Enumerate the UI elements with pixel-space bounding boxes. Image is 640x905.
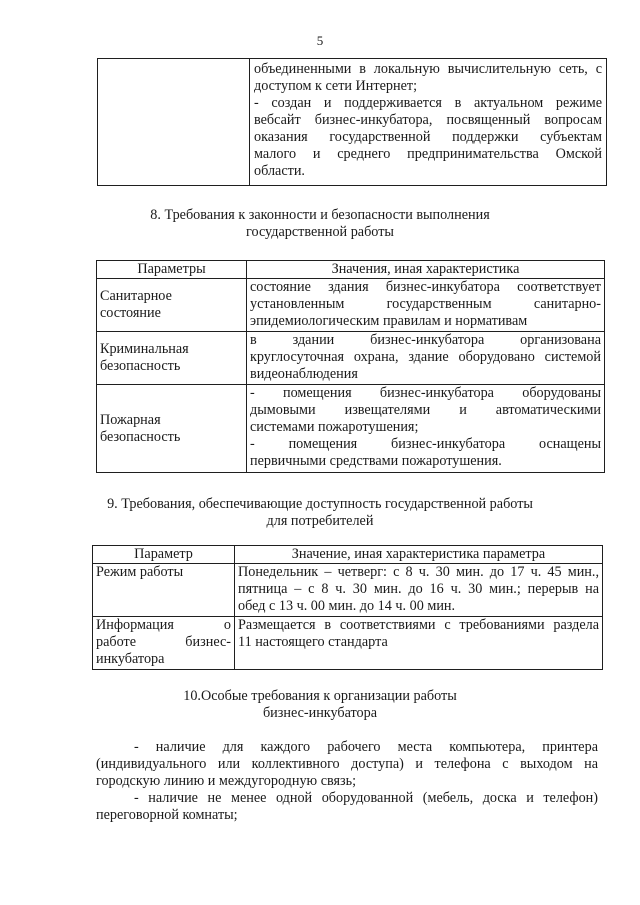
value-line: системами пожаротушения; [250,419,419,435]
section8-row2-param [97,332,247,385]
section8-row3-value [247,385,605,473]
value-line: видеонаблюдения [250,366,358,382]
param-line: состояние [100,305,161,321]
value-line: в здании бизнес-инкубатора организована [250,332,601,348]
section8-row1-param [97,279,247,332]
section8-table [96,260,605,473]
section10-title [0,688,640,722]
section10-paragraph: - наличие для каждого рабочего места компьютера, принтера (индивидуального или коллективного доступа) и телефона с выходом на городскую линию и междугородную связь; [96,739,598,789]
section10-title-line1: 10.Особые требования к организации работы [183,688,457,704]
param-line: работе бизнес- [96,634,231,650]
value-line: Размещается в соответствиями с требованиями раздела [238,617,599,633]
cont-line: объединенными в локальную вычислительную сеть, с [254,61,602,77]
value-line: дымовыми извещателями и автоматическими [250,402,601,418]
section9-row1-param [93,564,235,617]
param-line: безопасность [100,428,181,445]
value-line: Понедельник – четверг: с 8 ч. 30 мин. до 17 ч. 45 мин., [238,564,599,580]
value-line: пятница – с 8 ч. 30 мин. до 16 ч. 30 мин.; перерыв на [238,581,599,597]
param-line: Криминальная [100,341,189,357]
param-line: инкубатора [96,651,165,667]
value-line: - помещения бизнес-инкубатора оборудованы [250,385,601,401]
section8-header-value: Значения, иная характеристика [247,261,605,279]
cont-line: доступом к сети Интернет; [254,78,418,94]
continuation-left-cell [98,59,250,186]
continuation-table [97,58,607,186]
continuation-right-cell [250,59,607,186]
value-line: - помещения бизнес-инкубатора оснащены [250,436,601,452]
section10-paragraph: - наличие не менее одной оборудованной (мебель, доска и телефон) переговорной комнаты; [96,790,598,823]
section8-row2-value [247,332,605,385]
section9-table [92,545,603,670]
value-line: первичными средствами пожаротушения. [250,453,502,469]
section8-row3-param [97,385,247,473]
value-line: эпидемиологическим правилам и нормативам [250,313,528,329]
cont-line: - создан и поддерживается в актуальном режиме [254,95,602,111]
section9-row2-param [93,617,235,670]
value-line: обед с 13 ч. 00 мин. до 14 ч. 00 мин. [238,598,456,614]
section10-title-line2: бизнес-инкубатора [262,705,378,721]
section9-row2-value [235,617,603,670]
cont-line: оказания государственной поддержки субъектам [254,129,602,145]
value-line: круглосуточная охрана, здание оборудовано системой [250,349,601,365]
section8-title-line2: государственной работы [246,224,394,240]
section9-title-line1: 9. Требования, обеспечивающие доступность государственной работы [107,496,533,512]
value-line: состояние здания бизнес-инкубатора соответствует [250,279,601,295]
section8-row1-value [247,279,605,332]
value-line: 11 настоящего стандарта [238,634,388,650]
cont-line: области. [254,163,305,179]
section9-row1-value [235,564,603,617]
param-line: Режим работы [96,564,184,580]
section8-title-line1: 8. Требования к законности и безопасности выполнения [150,207,490,223]
section9-title-line2: для потребителей [266,513,374,529]
page-number: 5 [316,33,324,48]
cont-line: малого и среднего предпринимательства Омской [254,146,602,162]
section9-header-param: Параметр [93,546,235,564]
param-line: Информация о [96,617,231,633]
cont-line: вебсайт бизнес-инкубатора, посвященный вопросам [254,112,602,128]
param-line: безопасность [100,358,181,374]
section8-title [0,207,640,241]
section8-header-param: Параметры [97,261,247,279]
value-line: установленным государственным санитарно- [250,296,601,312]
section9-header-value: Значение, иная характеристика параметра [235,546,603,564]
section10-body [96,739,598,824]
section9-title [0,496,640,530]
param-line: Санитарное [100,288,172,304]
param-line: Пожарная [100,411,161,428]
